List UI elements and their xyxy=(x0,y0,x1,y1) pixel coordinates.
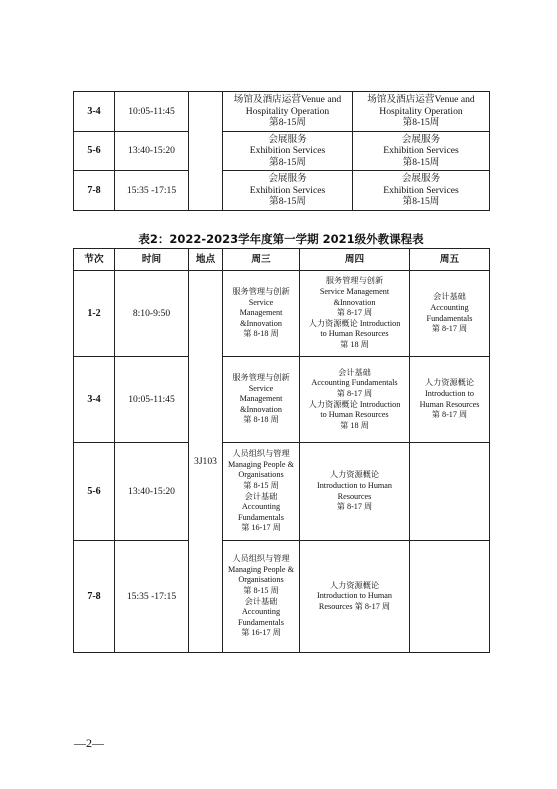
course-cell-fri: 会计基础 Accounting Fundamentals 第 8-17 周 xyxy=(410,271,490,357)
header-wednesday: 周三 xyxy=(223,249,300,271)
period-cell: 3-4 xyxy=(74,92,115,132)
header-row xyxy=(74,249,490,271)
course-cell-wed: 服务管理与创新 Service Management &Innovation 第 8-18 周 xyxy=(223,357,300,443)
period-cell: 5-6 xyxy=(74,132,115,171)
course-cell: 场馆及酒店运营Venue and Hospitality Operation 第8-15周 xyxy=(223,92,353,132)
course-cell-wed: 人员组织与管理 Managing People & Organisations 第 8-15 周 会计基础 Accounting Fundamentals 第 16-17 周 xyxy=(223,443,300,541)
course-cell: 会展服务 Exhibition Services 第8-15周 xyxy=(223,132,353,171)
header-time: 时间 xyxy=(115,249,189,271)
course-cell-fri xyxy=(410,541,490,653)
period-cell: 7-8 xyxy=(74,541,115,653)
course-cell-wed: 服务管理与创新 Service Management &Innovation 第 8-18 周 xyxy=(223,271,300,357)
period-cell: 7-8 xyxy=(74,171,115,211)
table-row xyxy=(74,357,490,443)
table-row xyxy=(74,171,490,211)
period-cell: 3-4 xyxy=(74,357,115,443)
page-number: —2— xyxy=(74,736,104,750)
period-cell: 1-2 xyxy=(74,271,115,357)
course-cell-thu: 会计基础 Accounting Fundamentals 第 8-17 周 人力资源概论 Introduction to Human Resources 第 18 周 xyxy=(300,357,410,443)
course-cell-thu: 人力资源概论 Introduction to Human Resources 第 8-17 周 xyxy=(300,541,410,653)
course-cell-fri xyxy=(410,443,490,541)
table-2-title: 表2：2022-2023学年度第一学期 2021级外教课程表 xyxy=(138,232,424,246)
course-cell-thu: 人力资源概论 Introduction to Human Resources 第 8-17 周 xyxy=(300,443,410,541)
time-cell: 15:35 -17:15 xyxy=(115,541,189,653)
table-row xyxy=(74,92,490,132)
time-cell: 13:40-15:20 xyxy=(115,132,189,171)
course-cell: 会展服务 Exhibition Services 第8-15周 xyxy=(223,171,353,211)
course-cell-wed: 人员组织与管理 Managing People & Organisations 第 8-15 周 会计基础 Accounting Fundamentals 第 16-17 周 xyxy=(223,541,300,653)
schedule-table-1 xyxy=(73,91,490,211)
table-row xyxy=(74,541,490,653)
time-cell: 10:05-11:45 xyxy=(115,92,189,132)
schedule-table-2 xyxy=(73,248,490,653)
header-friday: 周五 xyxy=(410,249,490,271)
header-period: 节次 xyxy=(74,249,115,271)
course-cell: 会展服务 Exhibition Services 第8-15周 xyxy=(353,171,490,211)
time-cell: 15:35 -17:15 xyxy=(115,171,189,211)
table-row xyxy=(74,271,490,357)
time-cell: 8:10-9:50 xyxy=(115,271,189,357)
table-row xyxy=(74,132,490,171)
header-thursday: 周四 xyxy=(300,249,410,271)
location-cell xyxy=(189,92,223,211)
period-cell: 5-6 xyxy=(74,443,115,541)
header-location: 地点 xyxy=(189,249,223,271)
time-cell: 13:40-15:20 xyxy=(115,443,189,541)
location-cell: 3J103 xyxy=(189,271,223,653)
course-cell-fri: 人力资源概论 Introduction to Human Resources 第 8-17 周 xyxy=(410,357,490,443)
time-cell: 10:05-11:45 xyxy=(115,357,189,443)
course-cell: 场馆及酒店运营Venue and Hospitality Operation 第8-15周 xyxy=(353,92,490,132)
table-row xyxy=(74,443,490,541)
course-cell-thu: 服务管理与创新 Service Management &Innovation 第 8-17 周 人力资源概论 Introduction to Human Resources 第 18 周 xyxy=(300,271,410,357)
course-cell: 会展服务 Exhibition Services 第8-15周 xyxy=(353,132,490,171)
